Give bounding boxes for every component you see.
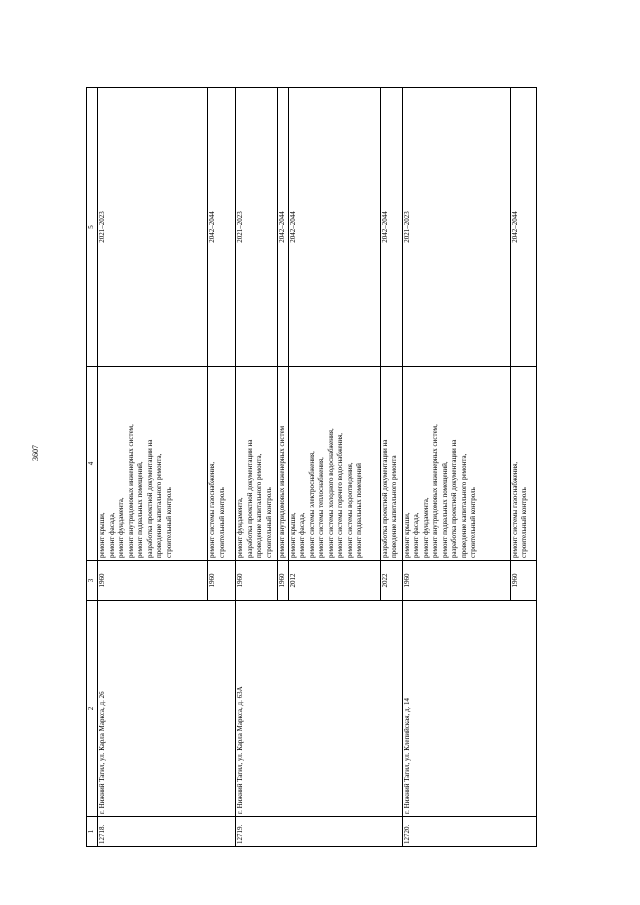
repair-period: 2042–2044 (278, 88, 289, 367)
column-header-1: 1 (87, 817, 98, 847)
build-year: 1960 (208, 561, 236, 601)
work-item: ремонт системы горячего водоснабжения, (336, 432, 344, 558)
works-list (288, 367, 380, 561)
column-header-2: 2 (87, 601, 98, 817)
work-item: ремонт крыши, (288, 512, 297, 558)
works-list (208, 367, 236, 561)
work-item: ремонт системы электроснабжения, (307, 451, 316, 558)
column-header-3: 3 (87, 561, 98, 601)
build-year: 1960 (402, 561, 510, 601)
record-address: г. Нижний Тагил, ул. Карла Маркса, д. 63А (236, 601, 403, 817)
record-number: 12718. (98, 817, 236, 847)
work-item: ремонт фасада, (412, 512, 420, 558)
work-item: разработка проектной документации на (380, 439, 389, 558)
works-list (380, 367, 402, 561)
build-year: 1960 (98, 561, 208, 601)
build-year: 1960 (510, 561, 536, 601)
work-item: строительный контроль (264, 487, 273, 558)
record-address: г. Нижний Тагил, ул. Карла Маркса, д. 26 (98, 601, 236, 817)
works-list (402, 367, 510, 561)
build-year: 2022 (380, 561, 402, 601)
table-body (98, 88, 537, 847)
works-list (510, 367, 536, 561)
work-item: ремонт фасада, (298, 512, 306, 558)
work-item: разработка проектной документации на (450, 439, 458, 558)
work-item: проведение капитального ремонта, (155, 453, 163, 558)
work-item: ремонт системы газоснабжения, (510, 461, 519, 558)
column-header-4: 4 (87, 367, 98, 561)
table-row (98, 88, 208, 847)
rotated-table-wrapper (86, 87, 536, 847)
works-list (236, 367, 278, 561)
work-item: ремонт крыши, (98, 512, 106, 558)
work-item: строительный контроль (520, 487, 528, 558)
page-number: 3607 (31, 445, 40, 461)
repair-period: 2042–2044 (380, 88, 402, 367)
work-item: ремонт фасада, (107, 512, 116, 558)
table-row (402, 88, 510, 847)
work-item: ремонт фундамента, (117, 497, 125, 558)
build-year: 1960 (278, 561, 289, 601)
table-row (236, 88, 278, 847)
work-item: ремонт фундамента, (236, 497, 244, 558)
column-number-header-row (87, 88, 98, 847)
column-header-5: 5 (87, 88, 98, 367)
repair-period: 2042–2044 (510, 88, 536, 367)
work-item: ремонт крыши, (402, 512, 411, 558)
build-year: 1960 (236, 561, 278, 601)
work-item: ремонт внутридомовых инженерных систем (278, 425, 286, 558)
work-item: ремонт системы водоотведения, (345, 462, 354, 558)
work-item: ремонт подвальных помещений (355, 463, 363, 558)
record-address: г. Нижний Тагил, ул. Клепийская, д. 14 (402, 601, 536, 817)
record-number: 12719. (236, 817, 403, 847)
work-item: проведение капитального ремонта, (459, 453, 468, 558)
work-item: разработка проектной документации на (145, 439, 154, 558)
works-list (98, 367, 208, 561)
repair-period: 2021–2023 (402, 88, 510, 367)
work-item: строительный контроль (469, 487, 477, 558)
work-item: ремонт внутридомовых инженерных систем, (431, 424, 439, 558)
build-year: 2012 (288, 561, 380, 601)
work-item: проведение капитального ремонта (390, 455, 398, 558)
record-number: 12720. (402, 817, 536, 847)
work-item: ремонт фундамента, (421, 497, 430, 558)
repair-period: 2042–2044 (208, 88, 236, 367)
work-item: разработка проектной документации на (245, 439, 254, 558)
work-item: ремонт подвальных помещений, (440, 461, 449, 558)
repair-period: 2042–2044 (288, 88, 380, 367)
work-item: ремонт системы газоснабжения, (208, 461, 216, 558)
work-item: ремонт внутридомовых инженерных систем, (126, 424, 135, 558)
work-item: проведение капитального ремонта, (255, 453, 263, 558)
works-list (278, 367, 289, 561)
work-item: строительный контроль (217, 487, 226, 558)
work-item: строительный контроль (164, 487, 173, 558)
work-item: ремонт системы теплоснабжения, (317, 457, 325, 558)
work-item: ремонт подвальных помещений, (136, 461, 144, 558)
work-item: ремонт системы холодного водоснабжения, (326, 428, 335, 558)
repair-period: 2021–2023 (98, 88, 208, 367)
repair-schedule-table (86, 87, 537, 847)
repair-period: 2021–2023 (236, 88, 278, 367)
